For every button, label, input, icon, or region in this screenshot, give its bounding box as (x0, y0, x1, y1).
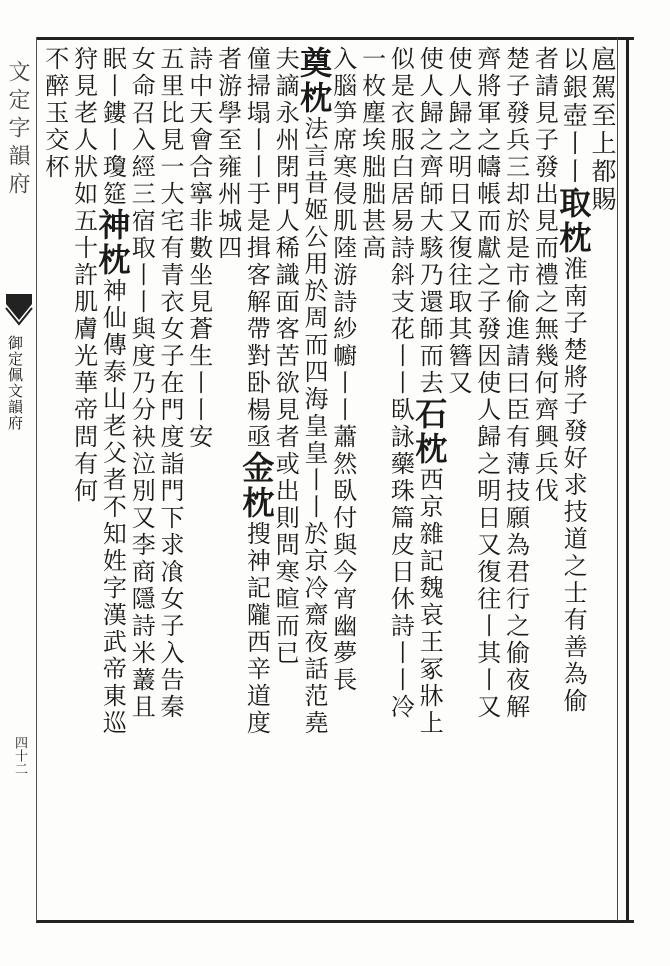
text-column: 五里比見一大宅有青衣女子在門度詣門下求飡女子入告秦 (155, 46, 184, 721)
headword: 取枕 (554, 186, 593, 256)
text-column: 奠枕法言昔姬公用於周而四海皇皇丨丨於京冷齋夜話范堯 (294, 46, 333, 737)
frame-bottom-border (36, 920, 634, 923)
gutter-partial-text: 文定字韻府 (5, 60, 30, 200)
text-column: 夫謫永州閉門人稀識面客苦欲見者或出則問寒暄而已 (271, 46, 300, 667)
page-number: 四十二 (12, 736, 27, 775)
text-column: 楚子發兵三却於是市偷進請曰臣有薄技願為君行之偷夜解 (501, 46, 530, 721)
text-column: 入腦笋席寒侵肌陸游詩紗幮丨丨蕭然臥付與今宵幽夢長 (328, 46, 357, 694)
text-column: 一枚塵埃朏朏甚高 (357, 46, 386, 262)
text-columns (40, 46, 616, 914)
text-column: 以銀壺丨丨取枕淮南子楚將子發好求技道之士有善為偷 (554, 46, 593, 715)
frame-left-border (36, 37, 37, 921)
text-column: 者游學至雍州城四 (213, 46, 242, 262)
frame-right-border (626, 37, 629, 921)
text-column: 使人歸之齊師大駭乃還師而去石枕西京雜記魏哀王冢牀上 (410, 46, 449, 737)
text-column: 使人歸之明日又復往取其簪又 (443, 46, 472, 397)
headword: 金枕 (237, 451, 276, 521)
text-column: 狩見老人狀如五十許肌膚光華帝問有何 (69, 46, 98, 505)
text-column: 齊將軍之幬帳而獻之子發因使人歸之明日又復往丨其丨又 (472, 46, 501, 721)
text-column: 眠丨鏤丨瓊筵神枕神仙傳泰山老父者不知姓字漢武帝東巡 (93, 46, 132, 737)
headword: 奠枕 (294, 46, 333, 116)
frame-top-border (36, 37, 634, 40)
headword: 神枕 (93, 208, 132, 278)
text-column: 詩中天會合寧非數坐見蒼生丨丨安 (184, 46, 213, 451)
frame-right-inner-border (617, 37, 618, 921)
text-column: 扈駕至上都賜 (587, 46, 617, 214)
text-column: 僮掃塌丨丨于是揖客解帶對卧楊亟金枕搜神記隴西辛道度 (237, 46, 276, 737)
text-column: 似是衣服白居易詩斜支花丨丨臥詠藥珠篇皮日休詩丨丨冷 (386, 46, 415, 721)
book-title: 御定佩文韻府 (6, 335, 24, 431)
text-column: 女命召入經三宿取丨丨與度乃分袂泣別又李商隱詩米䕺且 (127, 46, 156, 721)
headword: 石枕 (410, 397, 449, 467)
text-column: 不醉玉交杯 (40, 46, 69, 181)
text-column: 者請見子發出見而禮之無幾何齊興兵伐 (530, 46, 559, 505)
fishtail-mark-icon (4, 290, 34, 330)
